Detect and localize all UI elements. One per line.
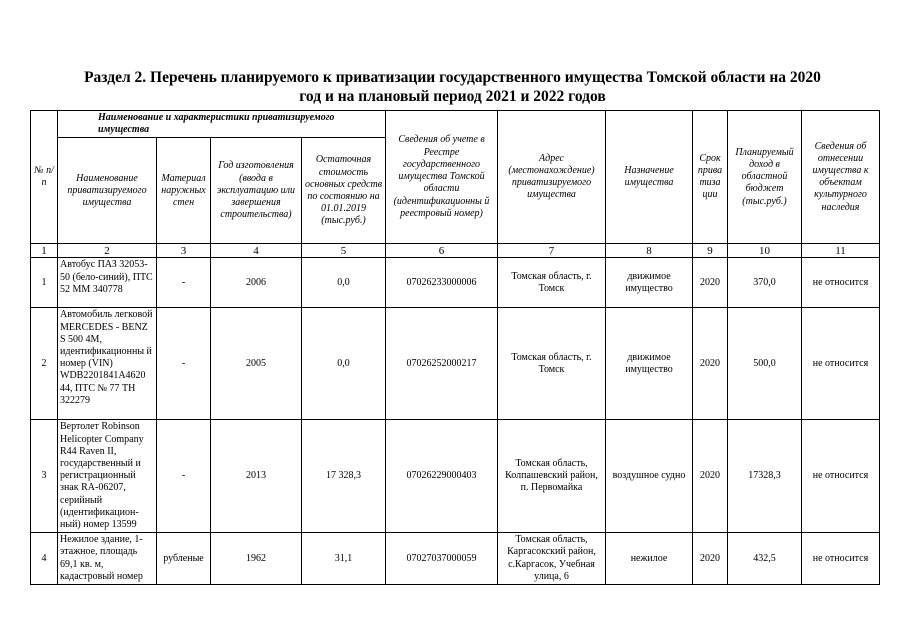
planned-income: 370,0 <box>728 258 802 308</box>
header-col5: Остаточная стоимость основных средств по состоянию на 01.01.2019 (тыс.руб.) <box>302 138 386 244</box>
header-col6: Сведения об учете в Реестре государственного имущества Томской области (идентификационны й реестровый номер) <box>386 111 498 244</box>
registry-number: 07026233000006 <box>386 258 498 308</box>
privatization-table <box>30 110 880 585</box>
header-col11: Сведения об отнесении имущества к объектам культурного наследия <box>802 111 880 244</box>
header-col7: Адрес (местонахождение) приватизируемого имущества <box>498 111 606 244</box>
column-number-row <box>31 244 880 258</box>
property-name: Вертолет Robinson Helicopter Company R44 Raven II, государственный и регистрационный знак RA-06207, серийный (идентификацион-ный) номер 13599 <box>58 420 157 533</box>
heritage-status: не относится <box>802 308 880 420</box>
planned-income: 500,0 <box>728 308 802 420</box>
table-row <box>31 420 880 533</box>
title-line-1: Раздел 2. Перечень планируемого к приватизации государственного имущества Томской области на 2020 <box>84 69 821 86</box>
residual-value: 0,0 <box>302 308 386 420</box>
registry-number: 07027037000059 <box>386 533 498 585</box>
planned-income: 17328,3 <box>728 420 802 533</box>
address: Томская область, Колпашевский район, п. Первомайка <box>498 420 606 533</box>
heritage-status: не относится <box>802 258 880 308</box>
table-row <box>31 533 880 585</box>
header-col8: Назначение имущества <box>606 111 693 244</box>
privatization-term: 2020 <box>693 258 728 308</box>
year: 2006 <box>211 258 302 308</box>
privatization-term: 2020 <box>693 533 728 585</box>
year: 1962 <box>211 533 302 585</box>
heritage-status: не относится <box>802 420 880 533</box>
wall-material: - <box>157 258 211 308</box>
address: Томская область, г. Томск <box>498 258 606 308</box>
row-number: 3 <box>31 420 58 533</box>
purpose: воздушное судно <box>606 420 693 533</box>
residual-value: 0,0 <box>302 258 386 308</box>
row-number: 4 <box>31 533 58 585</box>
purpose: движимое имущество <box>606 308 693 420</box>
address: Томская область, г. Томск <box>498 308 606 420</box>
row-number: 2 <box>31 308 58 420</box>
residual-value: 17 328,3 <box>302 420 386 533</box>
header-col10: Планируемый доход в областной бюджет (тыс.руб.) <box>728 111 802 244</box>
header-col4: Год изготовления (ввода в эксплуатацию или завершения строительства) <box>211 138 302 244</box>
page-title <box>20 68 885 106</box>
address: Томская область, Каргасокский район, с.Каргасок, Учебная улица, 6 <box>498 533 606 585</box>
purpose: движимое имущество <box>606 258 693 308</box>
table-row <box>31 308 880 420</box>
year: 2013 <box>211 420 302 533</box>
column-number: 11 <box>802 244 880 258</box>
title-line-2: год и на плановый период 2021 и 2022 годов <box>299 88 606 105</box>
purpose: нежилое <box>606 533 693 585</box>
column-number: 7 <box>498 244 606 258</box>
planned-income: 432,5 <box>728 533 802 585</box>
column-number: 6 <box>386 244 498 258</box>
column-number: 5 <box>302 244 386 258</box>
wall-material: - <box>157 308 211 420</box>
property-name: Автомобиль легковой MERCEDES - BENZ S 500 4M, идентификационны й номер (VIN) WDB2201841A4620 44, ПТС № 77 ТН 322279 <box>58 308 157 420</box>
column-number: 1 <box>31 244 58 258</box>
heritage-status: не относится <box>802 533 880 585</box>
header-group: Наименование и характеристики приватизируемого имущества <box>58 111 386 138</box>
residual-value: 31,1 <box>302 533 386 585</box>
column-number: 10 <box>728 244 802 258</box>
header-col9: Срок прива тиза ции <box>693 111 728 244</box>
wall-material: - <box>157 420 211 533</box>
year: 2005 <box>211 308 302 420</box>
row-number: 1 <box>31 258 58 308</box>
column-number: 4 <box>211 244 302 258</box>
header-col2: Наименование приватизируемого имущества <box>58 138 157 244</box>
header-row-group <box>31 111 880 138</box>
table-row <box>31 258 880 308</box>
registry-number: 07026252000217 <box>386 308 498 420</box>
registry-number: 07026229000403 <box>386 420 498 533</box>
column-number: 9 <box>693 244 728 258</box>
column-number: 8 <box>606 244 693 258</box>
property-name: Автобус ПАЗ 32053-50 (бело-синий), ПТС 52 ММ 340778 <box>58 258 157 308</box>
header-col3: Материал наружных стен <box>157 138 211 244</box>
privatization-term: 2020 <box>693 308 728 420</box>
privatization-term: 2020 <box>693 420 728 533</box>
wall-material: рубленые <box>157 533 211 585</box>
header-col1: № п/п <box>31 111 58 244</box>
column-number: 2 <box>58 244 157 258</box>
property-name: Нежилое здание, 1-этажное, площадь 69,1 кв. м, кадастровый номер <box>58 533 157 585</box>
column-number: 3 <box>157 244 211 258</box>
